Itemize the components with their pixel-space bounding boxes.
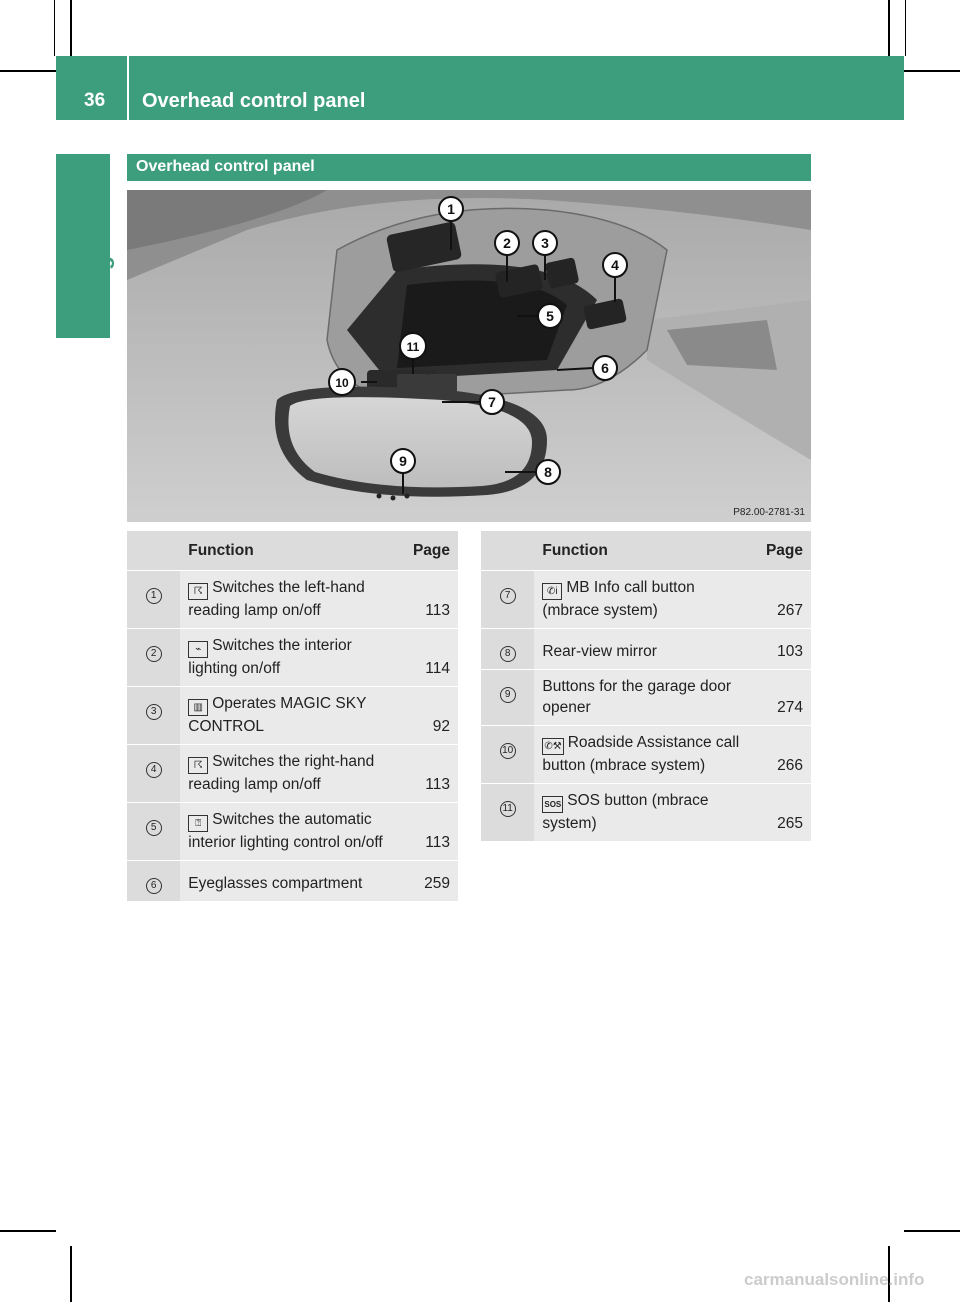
table-header-page: Page — [401, 531, 458, 571]
function-text: Roadside Assistance call button (mbrace system) — [542, 734, 740, 774]
page-ref: 114 — [401, 629, 458, 687]
interior-light-icon: ⌁ — [188, 641, 208, 658]
table-row — [481, 784, 811, 842]
item-number: 4 — [146, 762, 162, 778]
crop-mark — [904, 70, 960, 72]
footer-watermark: carmanualsonline.info — [744, 1270, 925, 1289]
table-header-row — [127, 531, 458, 571]
function-table-left — [127, 531, 458, 902]
item-number: 7 — [500, 588, 516, 604]
table-row — [481, 571, 811, 629]
crop-mark — [70, 1246, 72, 1302]
overhead-panel-illustration — [127, 190, 811, 522]
page-ref: 92 — [401, 687, 458, 745]
function-text: Switches the interior lighting on/off — [188, 637, 352, 677]
item-number: 2 — [146, 646, 162, 662]
function-text: Operates MAGIC SKY CONTROL — [188, 695, 367, 735]
header-title: Overhead control panel — [142, 90, 366, 112]
function-text: MB Info call button (mbrace system) — [542, 579, 695, 619]
auto-light-icon: ⍰ — [188, 815, 208, 832]
table-row — [481, 629, 811, 670]
item-number: 5 — [146, 820, 162, 836]
item-number: 3 — [146, 704, 162, 720]
table-row — [127, 571, 458, 629]
table-header-row — [481, 531, 811, 571]
page-ref: 113 — [401, 571, 458, 629]
item-number: 8 — [500, 646, 516, 662]
callout-4: 4 — [611, 257, 619, 273]
crop-mark — [54, 0, 55, 56]
page-ref: 267 — [754, 571, 811, 629]
crop-mark — [0, 70, 56, 72]
table-header-num — [127, 531, 180, 571]
function-text: Switches the right-hand reading lamp on/off — [188, 753, 375, 793]
callout-3: 3 — [541, 235, 549, 251]
header-separator — [127, 56, 129, 120]
sos-call-icon: SOS — [542, 796, 563, 813]
function-text: Buttons for the garage door opener — [542, 678, 732, 716]
crop-mark — [0, 1230, 56, 1232]
function-table-right — [481, 531, 811, 842]
page-number: 36 — [84, 90, 106, 111]
callout-2: 2 — [503, 235, 511, 251]
page-ref: 265 — [754, 784, 811, 842]
roadside-assistance-icon: ✆⚒ — [542, 738, 563, 755]
crop-mark — [905, 0, 906, 56]
side-chapter-title — [86, 146, 116, 320]
crop-mark — [888, 0, 890, 56]
reading-lamp-icon: ☈ — [188, 583, 208, 600]
table-row — [127, 629, 458, 687]
table-row — [127, 803, 458, 861]
item-number: 9 — [500, 687, 516, 703]
table-header-num — [481, 531, 534, 571]
callout-7: 7 — [488, 394, 496, 410]
item-number: 6 — [146, 878, 162, 894]
table-row — [127, 861, 458, 902]
item-number: 1 — [146, 588, 162, 604]
callout-8: 8 — [544, 464, 552, 480]
reading-lamp-icon: ☈ — [188, 757, 208, 774]
page-ref: 113 — [401, 745, 458, 803]
item-number: 11 — [500, 801, 516, 817]
mb-info-call-icon: ✆i — [542, 583, 562, 600]
page-ref: 103 — [754, 629, 811, 670]
crop-mark — [70, 0, 72, 56]
function-text: Rear-view mirror — [542, 643, 657, 660]
page-ref: 274 — [754, 670, 811, 726]
section-title: Overhead control panel — [136, 158, 315, 175]
function-text: Switches the left-hand reading lamp on/off — [188, 579, 365, 619]
table-header-function: Function — [534, 531, 753, 571]
section-heading-bar — [127, 154, 811, 181]
item-number: 10 — [500, 743, 516, 759]
callout-6: 6 — [601, 360, 609, 376]
table-header-page: Page — [754, 531, 811, 571]
function-text: Switches the automatic interior lighting control on/off — [188, 811, 383, 851]
overhead-panel-svg — [127, 190, 811, 522]
callout-9: 9 — [399, 453, 407, 469]
table-row — [127, 745, 458, 803]
callout-1: 1 — [447, 201, 455, 217]
function-text: Eyeglasses compartment — [188, 875, 363, 892]
figure-code: P82.00-2781-31 — [733, 507, 805, 518]
page-ref: 266 — [754, 726, 811, 784]
table-row — [481, 670, 811, 726]
table-header-function: Function — [180, 531, 400, 571]
crop-mark — [904, 1230, 960, 1232]
callout-10: 10 — [335, 376, 349, 390]
table-row — [481, 726, 811, 784]
page-ref: 259 — [401, 861, 458, 902]
side-chapter-label: At a glance — [87, 197, 114, 320]
page-ref: 113 — [401, 803, 458, 861]
magic-sky-icon: ▥ — [188, 699, 208, 716]
function-text: SOS button (mbrace system) — [542, 792, 709, 832]
callout-5: 5 — [546, 308, 554, 324]
header-band — [56, 56, 904, 120]
table-row — [127, 687, 458, 745]
callout-11: 11 — [406, 340, 420, 354]
